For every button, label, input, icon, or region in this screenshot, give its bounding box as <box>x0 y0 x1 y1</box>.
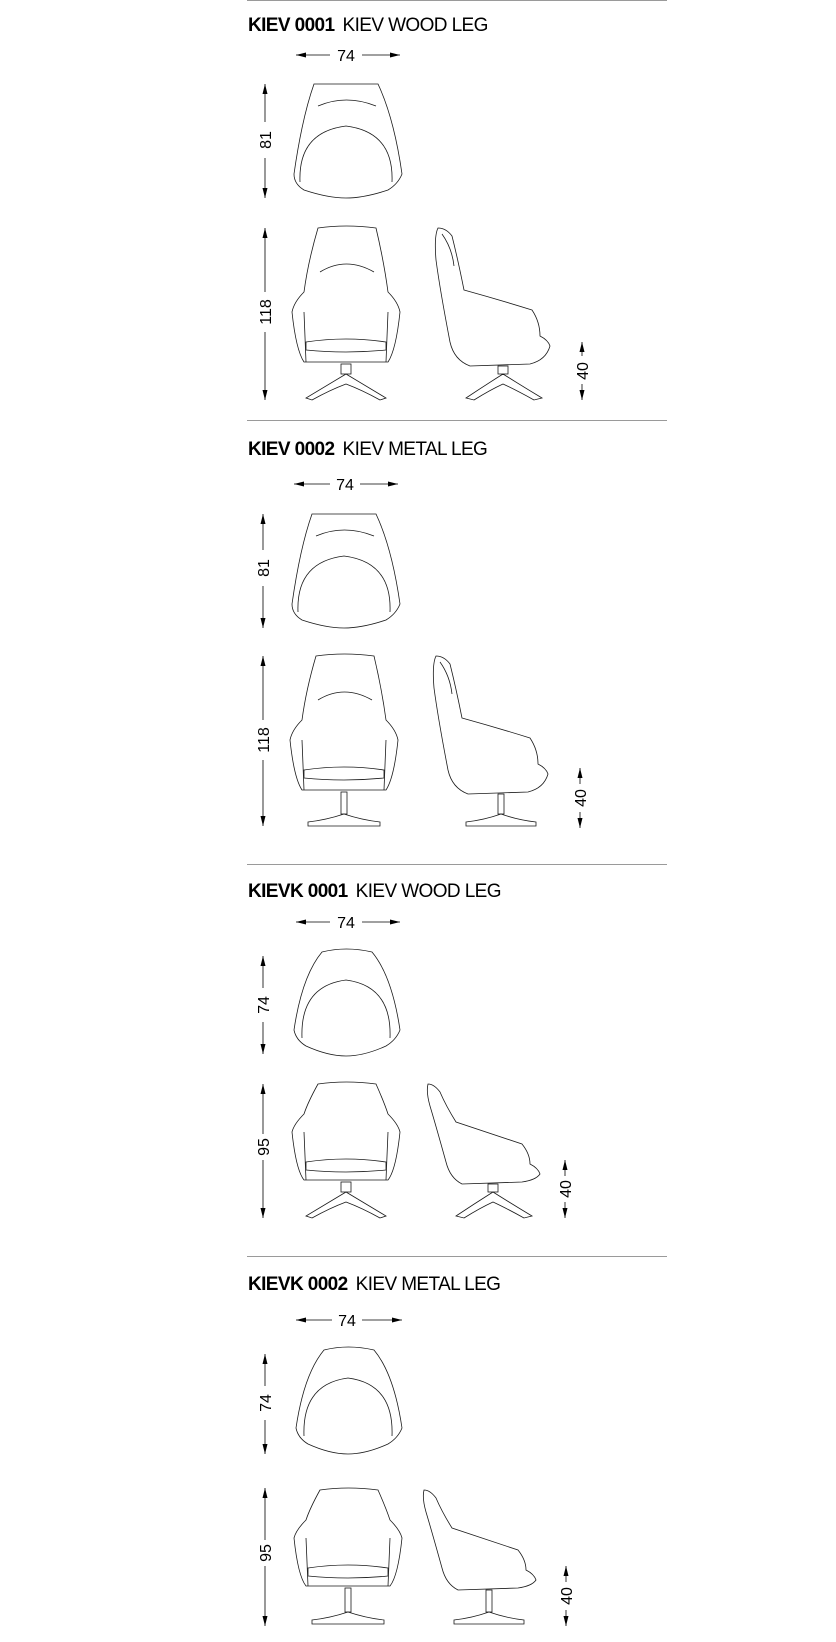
plan-view <box>294 84 402 198</box>
front-view <box>292 1082 400 1218</box>
width-value: 74 <box>337 48 355 65</box>
plan-depth-value: 81 <box>256 559 273 577</box>
plan-depth-value: 74 <box>258 1394 275 1412</box>
seat-height-value: 40 <box>559 1587 576 1605</box>
front-view <box>292 226 400 400</box>
seat-height-dimension <box>575 342 592 400</box>
seat-height-value: 40 <box>558 1180 575 1198</box>
height-value: 95 <box>258 1544 275 1562</box>
product-name: KIEV METAL LEG <box>342 439 488 460</box>
seat-height-value: 40 <box>575 362 592 380</box>
seat-height-dimension <box>559 1566 576 1626</box>
product-code: KIEV 0001 <box>248 15 335 36</box>
section-divider <box>247 864 667 865</box>
product-code: KIEVK 0002 <box>248 1274 348 1295</box>
plan-depth-dimension <box>258 1354 275 1454</box>
width-dimension <box>294 477 398 494</box>
plan-depth-dimension <box>256 956 273 1054</box>
plan-depth-dimension <box>258 84 275 198</box>
product-code: KIEVK 0001 <box>248 881 348 902</box>
height-value: 118 <box>256 727 273 753</box>
product-code: KIEV 0002 <box>248 439 335 460</box>
width-dimension <box>296 915 400 932</box>
side-view <box>433 656 548 826</box>
height-value: 95 <box>256 1138 273 1156</box>
front-view <box>290 654 398 826</box>
plan-view <box>292 514 400 628</box>
width-value: 74 <box>338 1313 356 1330</box>
height-dimension <box>256 1084 273 1218</box>
width-dimension <box>296 1313 402 1330</box>
side-view <box>427 1084 540 1218</box>
width-value: 74 <box>336 477 354 494</box>
plan-view <box>296 1347 402 1454</box>
drawing-kiev-0002 <box>0 428 836 848</box>
drawing-kievk-0001 <box>0 866 836 1266</box>
drawing-kiev-0001 <box>0 0 836 420</box>
height-dimension <box>256 656 273 826</box>
height-value: 118 <box>258 299 275 325</box>
product-name: KIEV WOOD LEG <box>342 15 488 36</box>
side-view <box>423 1490 536 1624</box>
seat-height-dimension <box>558 1160 575 1218</box>
width-value: 74 <box>337 915 355 932</box>
seat-height-dimension <box>573 768 590 828</box>
height-dimension <box>258 228 275 400</box>
section-divider <box>247 420 667 421</box>
plan-depth-dimension <box>256 514 273 628</box>
product-name: KIEV METAL LEG <box>355 1274 501 1295</box>
section-divider <box>247 1256 667 1257</box>
drawing-kievk-0002 <box>0 1264 836 1642</box>
seat-height-value: 40 <box>573 789 590 807</box>
side-view <box>435 228 550 400</box>
plan-depth-value: 74 <box>256 996 273 1014</box>
width-dimension <box>296 48 400 65</box>
plan-depth-value: 81 <box>258 131 275 149</box>
plan-view <box>294 949 400 1056</box>
front-view <box>294 1488 402 1624</box>
product-name: KIEV WOOD LEG <box>355 881 501 902</box>
height-dimension <box>258 1488 275 1626</box>
